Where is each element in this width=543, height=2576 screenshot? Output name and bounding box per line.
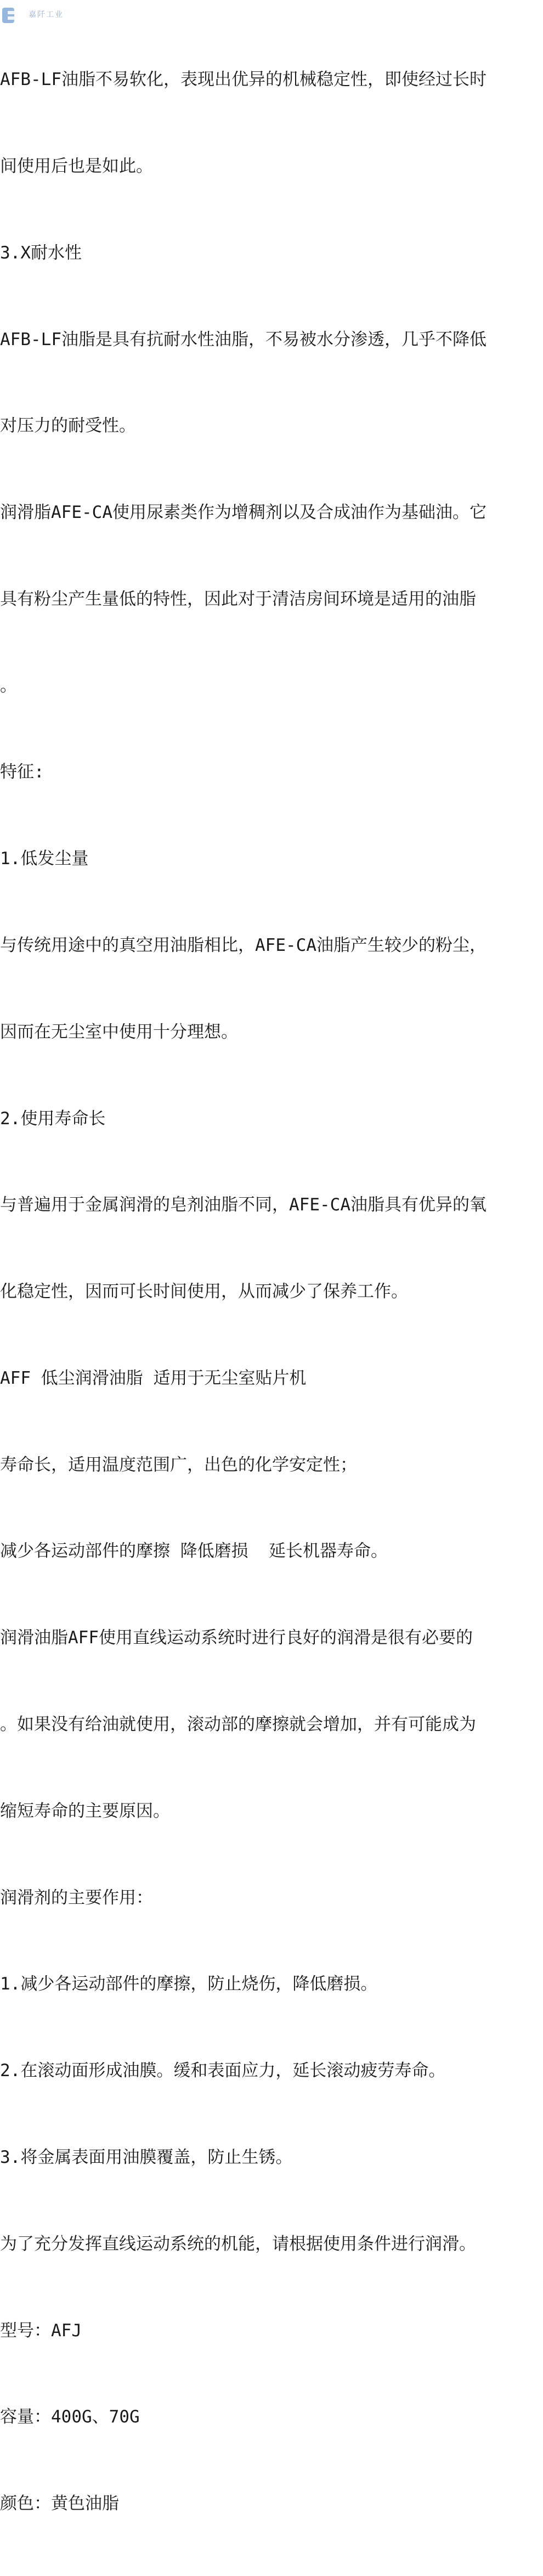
text-line: AFB-LF油脂是具有抗耐水性油脂，不易被水分渗透，几乎不降低 — [0, 329, 487, 350]
text-line: 润滑油脂AFF使用直线运动系统时进行良好的润滑是很有必要的 — [0, 1628, 473, 1648]
text-line: 。如果没有给油就使用，滚动部的摩擦就会增加，并有可能成为 — [0, 1715, 476, 1735]
list-item: 1.减少各运动部件的摩擦，防止烧伤，降低磨损。 — [0, 1974, 378, 1994]
text-line: AFB-LF油脂不易软化，表现出优异的机械稳定性，即使经过长时 — [0, 70, 487, 90]
text-line: 缩短寿命的主要原因。 — [0, 1801, 170, 1821]
text-line: 对压力的耐受性。 — [0, 416, 136, 436]
list-item: 3.将金属表面用油膜覆盖，防止生锈。 — [0, 2147, 293, 2167]
spec-color: 颜色：黄色油脂 — [0, 2494, 119, 2514]
spec-model: 型号：AFJ — [0, 2320, 82, 2341]
section-heading: 润滑剂的主要作用： — [0, 1887, 153, 1908]
product-title: AFF 低尘润滑油脂 适用于无尘室贴片机 — [0, 1368, 307, 1388]
text-line: 为了充分发挥直线运动系统的机能，请根据使用条件进行润滑。 — [0, 2234, 476, 2254]
text-line: 与传统用途中的真空用油脂相比，AFE-CA油脂产生较少的粉尘， — [0, 935, 487, 955]
list-item-heading: 2.使用寿命长 — [0, 1108, 106, 1129]
section-heading: 特征: — [0, 762, 44, 782]
list-item: 2.在滚动面形成油膜。缓和表面应力，延长滚动疲劳寿命。 — [0, 2061, 446, 2081]
text-line: 寿命长，适用温度范围广，出色的化学安定性； — [0, 1455, 357, 1475]
text-line: 。 — [0, 675, 17, 696]
text-line: 间使用后也是如此。 — [0, 156, 153, 176]
list-item-heading: 1.低发尘量 — [0, 849, 89, 869]
watermark-text: 嘉阡工业 — [29, 10, 64, 19]
text-line: 润滑脂AFE-CA使用尿素类作为增稠剂以及合成油作为基础油。它 — [0, 503, 487, 523]
text-line: 与普遍用于金属润滑的皂剂油脂不同，AFE-CA油脂具有优异的氧 — [0, 1195, 487, 1215]
text-line: 减少各运动部件的摩擦 降低磨损 延长机器寿命。 — [0, 1541, 388, 1562]
spec-capacity: 容量：400G、70G — [0, 2407, 140, 2427]
text-line: 具有粉尘产生量低的特性，因此对于清洁房间环境是适用的油脂 — [0, 589, 476, 609]
section-heading: 3.X耐水性 — [0, 243, 82, 263]
document-body — [0, 8, 543, 2576]
text-line: 因而在无尘室中使用十分理想。 — [0, 1022, 238, 1042]
text-line: 化稳定性，因而可长时间使用，从而减少了保养工作。 — [0, 1282, 408, 1302]
